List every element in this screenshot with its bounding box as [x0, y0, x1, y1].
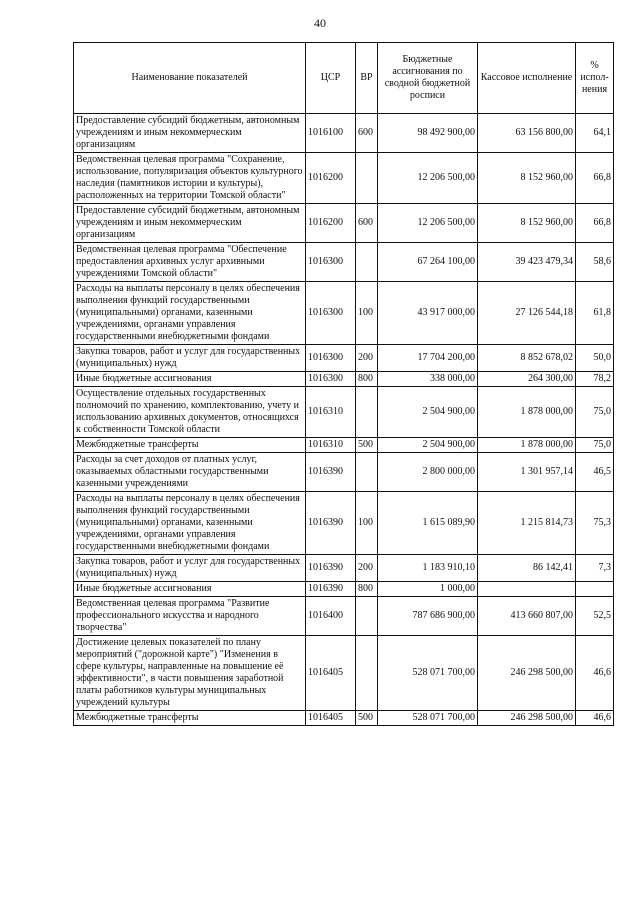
cell-pct: 7,3	[576, 555, 614, 582]
cell-vr	[356, 387, 378, 438]
table-row	[74, 345, 614, 372]
table-row	[74, 492, 614, 555]
cell-name: Расходы на выплаты персоналу в целях обеспечения выполнения функций государственными (муниципальными) органами, казенными учреждениями, органами управления государственными внебюджетными фондами	[74, 492, 306, 555]
cell-pct	[576, 582, 614, 597]
cell-name: Расходы на выплаты персоналу в целях обеспечения выполнения функций государственными (муниципальными) органами, казенными учреждениями, органами управления государственными внебюджетными фондами	[74, 282, 306, 345]
cell-budget: 528 071 700,00	[378, 711, 478, 726]
table-row	[74, 387, 614, 438]
cell-budget: 1 183 910,10	[378, 555, 478, 582]
cell-budget: 1 000,00	[378, 582, 478, 597]
cell-name: Межбюджетные трансферты	[74, 711, 306, 726]
cell-cash: 1 301 957,14	[478, 453, 576, 492]
cell-budget: 2 504 900,00	[378, 438, 478, 453]
cell-cash: 1 878 000,00	[478, 387, 576, 438]
table-row	[74, 636, 614, 711]
cell-csr: 1016300	[306, 243, 356, 282]
cell-cash	[478, 582, 576, 597]
table-row	[74, 114, 614, 153]
cell-pct: 75,3	[576, 492, 614, 555]
cell-cash: 86 142,41	[478, 555, 576, 582]
cell-pct: 46,5	[576, 453, 614, 492]
cell-budget: 12 206 500,00	[378, 204, 478, 243]
cell-csr: 1016200	[306, 153, 356, 204]
cell-pct: 66,8	[576, 204, 614, 243]
cell-vr: 800	[356, 372, 378, 387]
cell-cash: 264 300,00	[478, 372, 576, 387]
cell-vr: 600	[356, 204, 378, 243]
cell-cash: 27 126 544,18	[478, 282, 576, 345]
cell-name: Ведомственная целевая программа "Обеспечение предоставления архивных услуг архивными учреждениями Томской области"	[74, 243, 306, 282]
cell-pct: 61,8	[576, 282, 614, 345]
cell-csr: 1016390	[306, 555, 356, 582]
cell-csr: 1016300	[306, 372, 356, 387]
table-row	[74, 438, 614, 453]
table-row	[74, 582, 614, 597]
cell-name: Ведомственная целевая программа "Сохранение, использование, популяризация объектов культурного наследия (памятников истории и культуры), расположенных на территории Томской области"	[74, 153, 306, 204]
cell-cash: 63 156 800,00	[478, 114, 576, 153]
table-row	[74, 204, 614, 243]
cell-name: Ведомственная целевая программа "Развитие профессионального искусства и народного творчества"	[74, 597, 306, 636]
header-vr: ВР	[356, 43, 378, 114]
cell-vr: 200	[356, 345, 378, 372]
cell-name: Межбюджетные трансферты	[74, 438, 306, 453]
header-budget: Бюджетные ассигнования по сводной бюджетной росписи	[378, 43, 478, 114]
cell-vr: 600	[356, 114, 378, 153]
cell-cash: 1 878 000,00	[478, 438, 576, 453]
cell-pct: 50,0	[576, 345, 614, 372]
cell-vr	[356, 453, 378, 492]
cell-vr: 800	[356, 582, 378, 597]
cell-csr: 1016310	[306, 387, 356, 438]
cell-vr: 200	[356, 555, 378, 582]
cell-csr: 1016400	[306, 597, 356, 636]
cell-pct: 78,2	[576, 372, 614, 387]
table-row	[74, 243, 614, 282]
cell-budget: 17 704 200,00	[378, 345, 478, 372]
cell-name: Закупка товаров, работ и услуг для государственных (муниципальных) нужд	[74, 555, 306, 582]
header-cash: Кассовое исполнение	[478, 43, 576, 114]
cell-vr: 500	[356, 438, 378, 453]
cell-pct: 75,0	[576, 438, 614, 453]
cell-cash: 8 152 960,00	[478, 153, 576, 204]
cell-vr: 100	[356, 282, 378, 345]
cell-cash: 1 215 814,73	[478, 492, 576, 555]
cell-csr: 1016405	[306, 636, 356, 711]
table-row	[74, 597, 614, 636]
header-pct: % испол-нения	[576, 43, 614, 114]
cell-budget: 787 686 900,00	[378, 597, 478, 636]
cell-name: Предоставление субсидий бюджетным, автономным учреждениям и иным некоммерческим организациям	[74, 204, 306, 243]
cell-cash: 39 423 479,34	[478, 243, 576, 282]
cell-cash: 246 298 500,00	[478, 636, 576, 711]
cell-vr	[356, 636, 378, 711]
cell-csr: 1016390	[306, 453, 356, 492]
table-row	[74, 372, 614, 387]
cell-csr: 1016300	[306, 345, 356, 372]
cell-name: Иные бюджетные ассигнования	[74, 582, 306, 597]
table-body	[74, 114, 614, 726]
cell-csr: 1016300	[306, 282, 356, 345]
cell-name: Предоставление субсидий бюджетным, автономным учреждениям и иным некоммерческим организациям	[74, 114, 306, 153]
budget-execution-table	[73, 42, 614, 726]
cell-budget: 528 071 700,00	[378, 636, 478, 711]
cell-name: Осуществление отдельных государственных полномочий по хранению, комплектованию, учету и использованию архивных документов, относящихся к собственности Томской области	[74, 387, 306, 438]
cell-cash: 8 852 678,02	[478, 345, 576, 372]
cell-vr	[356, 597, 378, 636]
cell-cash: 8 152 960,00	[478, 204, 576, 243]
cell-pct: 75,0	[576, 387, 614, 438]
cell-csr: 1016310	[306, 438, 356, 453]
cell-vr	[356, 153, 378, 204]
cell-vr: 500	[356, 711, 378, 726]
cell-csr: 1016390	[306, 582, 356, 597]
cell-vr	[356, 243, 378, 282]
cell-csr: 1016405	[306, 711, 356, 726]
table-row	[74, 282, 614, 345]
cell-name: Закупка товаров, работ и услуг для государственных (муниципальных) нужд	[74, 345, 306, 372]
cell-budget: 67 264 100,00	[378, 243, 478, 282]
cell-budget: 338 000,00	[378, 372, 478, 387]
cell-budget: 2 800 000,00	[378, 453, 478, 492]
cell-name: Иные бюджетные ассигнования	[74, 372, 306, 387]
header-csr: ЦСР	[306, 43, 356, 114]
cell-pct: 46,6	[576, 711, 614, 726]
cell-vr: 100	[356, 492, 378, 555]
cell-pct: 58,6	[576, 243, 614, 282]
table-row	[74, 453, 614, 492]
cell-name: Расходы за счет доходов от платных услуг, оказываемых областными государственными казенными учреждениями	[74, 453, 306, 492]
table-header-row	[74, 43, 614, 114]
cell-name: Достижение целевых показателей по плану мероприятий ("дорожной карте") "Изменения в сфере культуры, направленные на повышение её эффективности", в части повышения заработной платы работников культуры муниципальных учреждений культуры	[74, 636, 306, 711]
table-row	[74, 711, 614, 726]
header-name: Наименование показателей	[74, 43, 306, 114]
cell-budget: 2 504 900,00	[378, 387, 478, 438]
cell-pct: 52,5	[576, 597, 614, 636]
cell-budget: 98 492 900,00	[378, 114, 478, 153]
cell-pct: 66,8	[576, 153, 614, 204]
cell-budget: 12 206 500,00	[378, 153, 478, 204]
cell-csr: 1016390	[306, 492, 356, 555]
cell-csr: 1016100	[306, 114, 356, 153]
table-row	[74, 555, 614, 582]
cell-cash: 246 298 500,00	[478, 711, 576, 726]
table-row	[74, 153, 614, 204]
cell-budget: 1 615 089,90	[378, 492, 478, 555]
cell-pct: 64,1	[576, 114, 614, 153]
page-number: 40	[314, 16, 326, 30]
cell-cash: 413 660 807,00	[478, 597, 576, 636]
cell-budget: 43 917 000,00	[378, 282, 478, 345]
cell-csr: 1016200	[306, 204, 356, 243]
cell-pct: 46,6	[576, 636, 614, 711]
